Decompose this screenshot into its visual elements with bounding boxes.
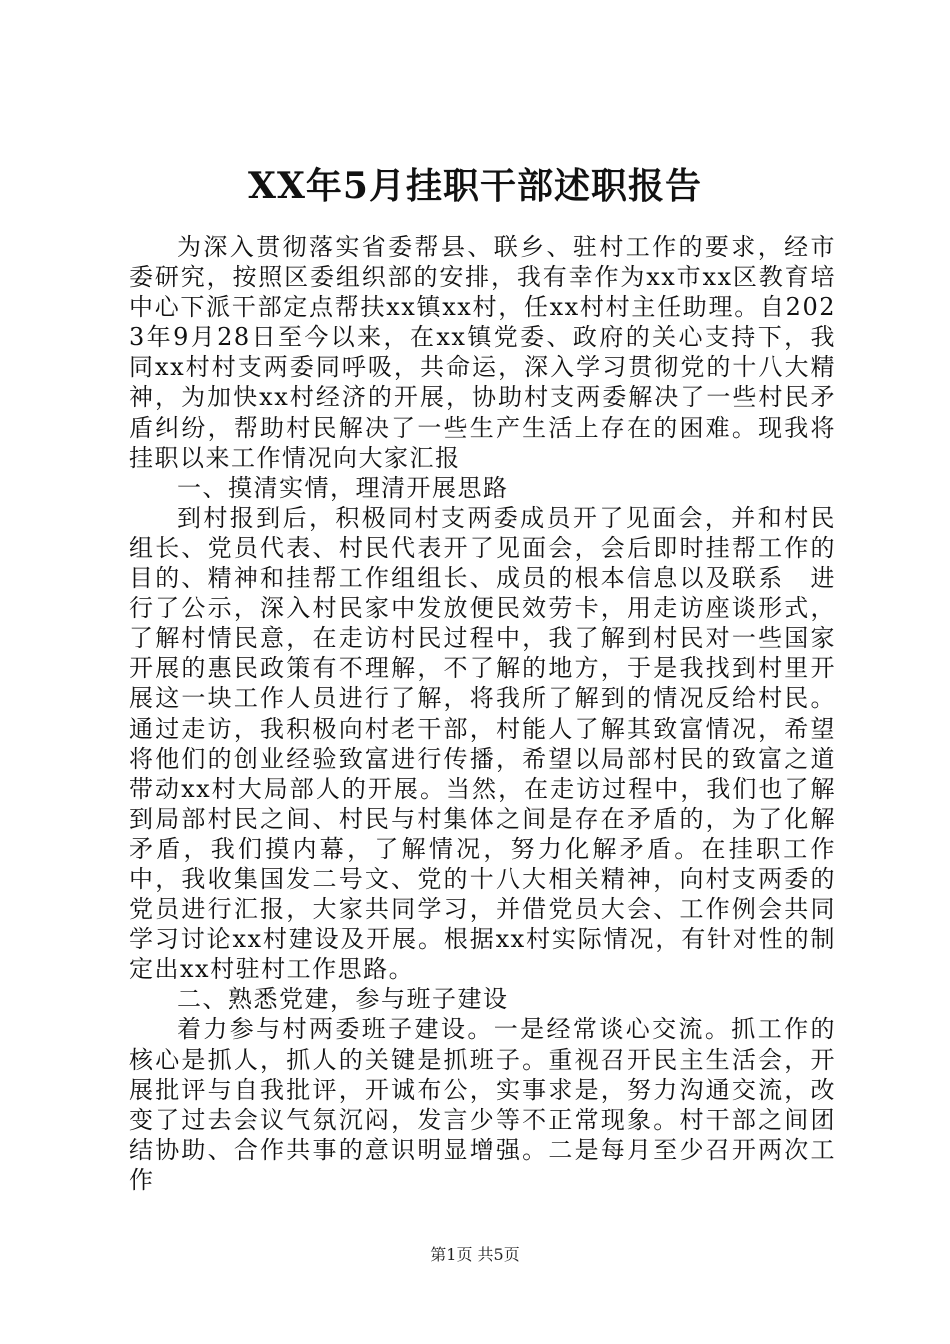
section-heading-2: 二、熟悉党建，参与班子建设 [177,985,509,1014]
document-body [129,232,836,1195]
paragraph-section-1: 到村报到后，积极同村支两委成员开了见面会，并和村民组长、党员代表、村民代表开了见面会，会后即时挂帮工作的目的、精神和挂帮工作组组长、成员的根本信息以及联系 进行了公示，深入村民家中发放便民效劳卡，用走访座谈形式，了解村情民意，在走访村民过程中，我了解到村民对一些国家开展的惠民政策有不理解，不了解的地方，于是我找到村里开展这一块工作人员进行了解，将我所了解到的情况反给村民。通过走访，我积极向村老干部，村能人了解其致富情况，希望将他们的创业经验致富进行传播，希望以局部村民的致富之道带动xx村大局部人的开展。当然，在走访过程中，我们也了解到局部村民之间、村民与村集体之间是存在矛盾的，为了化解矛盾，我们摸内幕，了解情况，努力化解矛盾。在挂职工作中，我收集国发二号文、党的十八大相关精神，向村支两委的党员进行汇报，大家共同学习，并借党员大会、工作例会共同学习讨论xx村建设及开展。根据xx村实际情况，有针对性的制定出xx村驻村工作思路。 [129,503,836,984]
page-title: XX年5月挂职干部述职报告 [248,165,702,207]
page-number-footer: 第1页 共5页 [430,1245,520,1264]
paragraph-intro: 为深入贯彻落实省委帮县、联乡、驻村工作的要求，经市委研究，按照区委组织部的安排，我有幸作为xx市xx区教育培中心下派干部定点帮扶xx镇xx村，任xx村村主任助理。自2023年9月28日至今以来，在xx镇党委、政府的关心支持下，我同xx村村支两委同呼吸，共命运，深入学习贯彻党的十八大精神，为加快xx村经济的开展，协助村支两委解决了一些村民矛盾纠纷，帮助村民解决了一些生产生活上存在的困难。现我将挂职以来工作情况向大家汇报 [129,233,836,472]
section-heading-1: 一、摸清实情，理清开展思路 [177,473,509,502]
paragraph-section-2: 着力参与村两委班子建设。一是经常谈心交流。抓工作的核心是抓人，抓人的关键是抓班子。重视召开民主生活会，开展批评与自我批评，开诚布公，实事求是，努力沟通交流，改变了过去会议气氛沉闷，发言少等不正常现象。村干部之间团结协助、合作共事的意识明显增强。二是每月至少召开两次工作 [129,1015,836,1194]
